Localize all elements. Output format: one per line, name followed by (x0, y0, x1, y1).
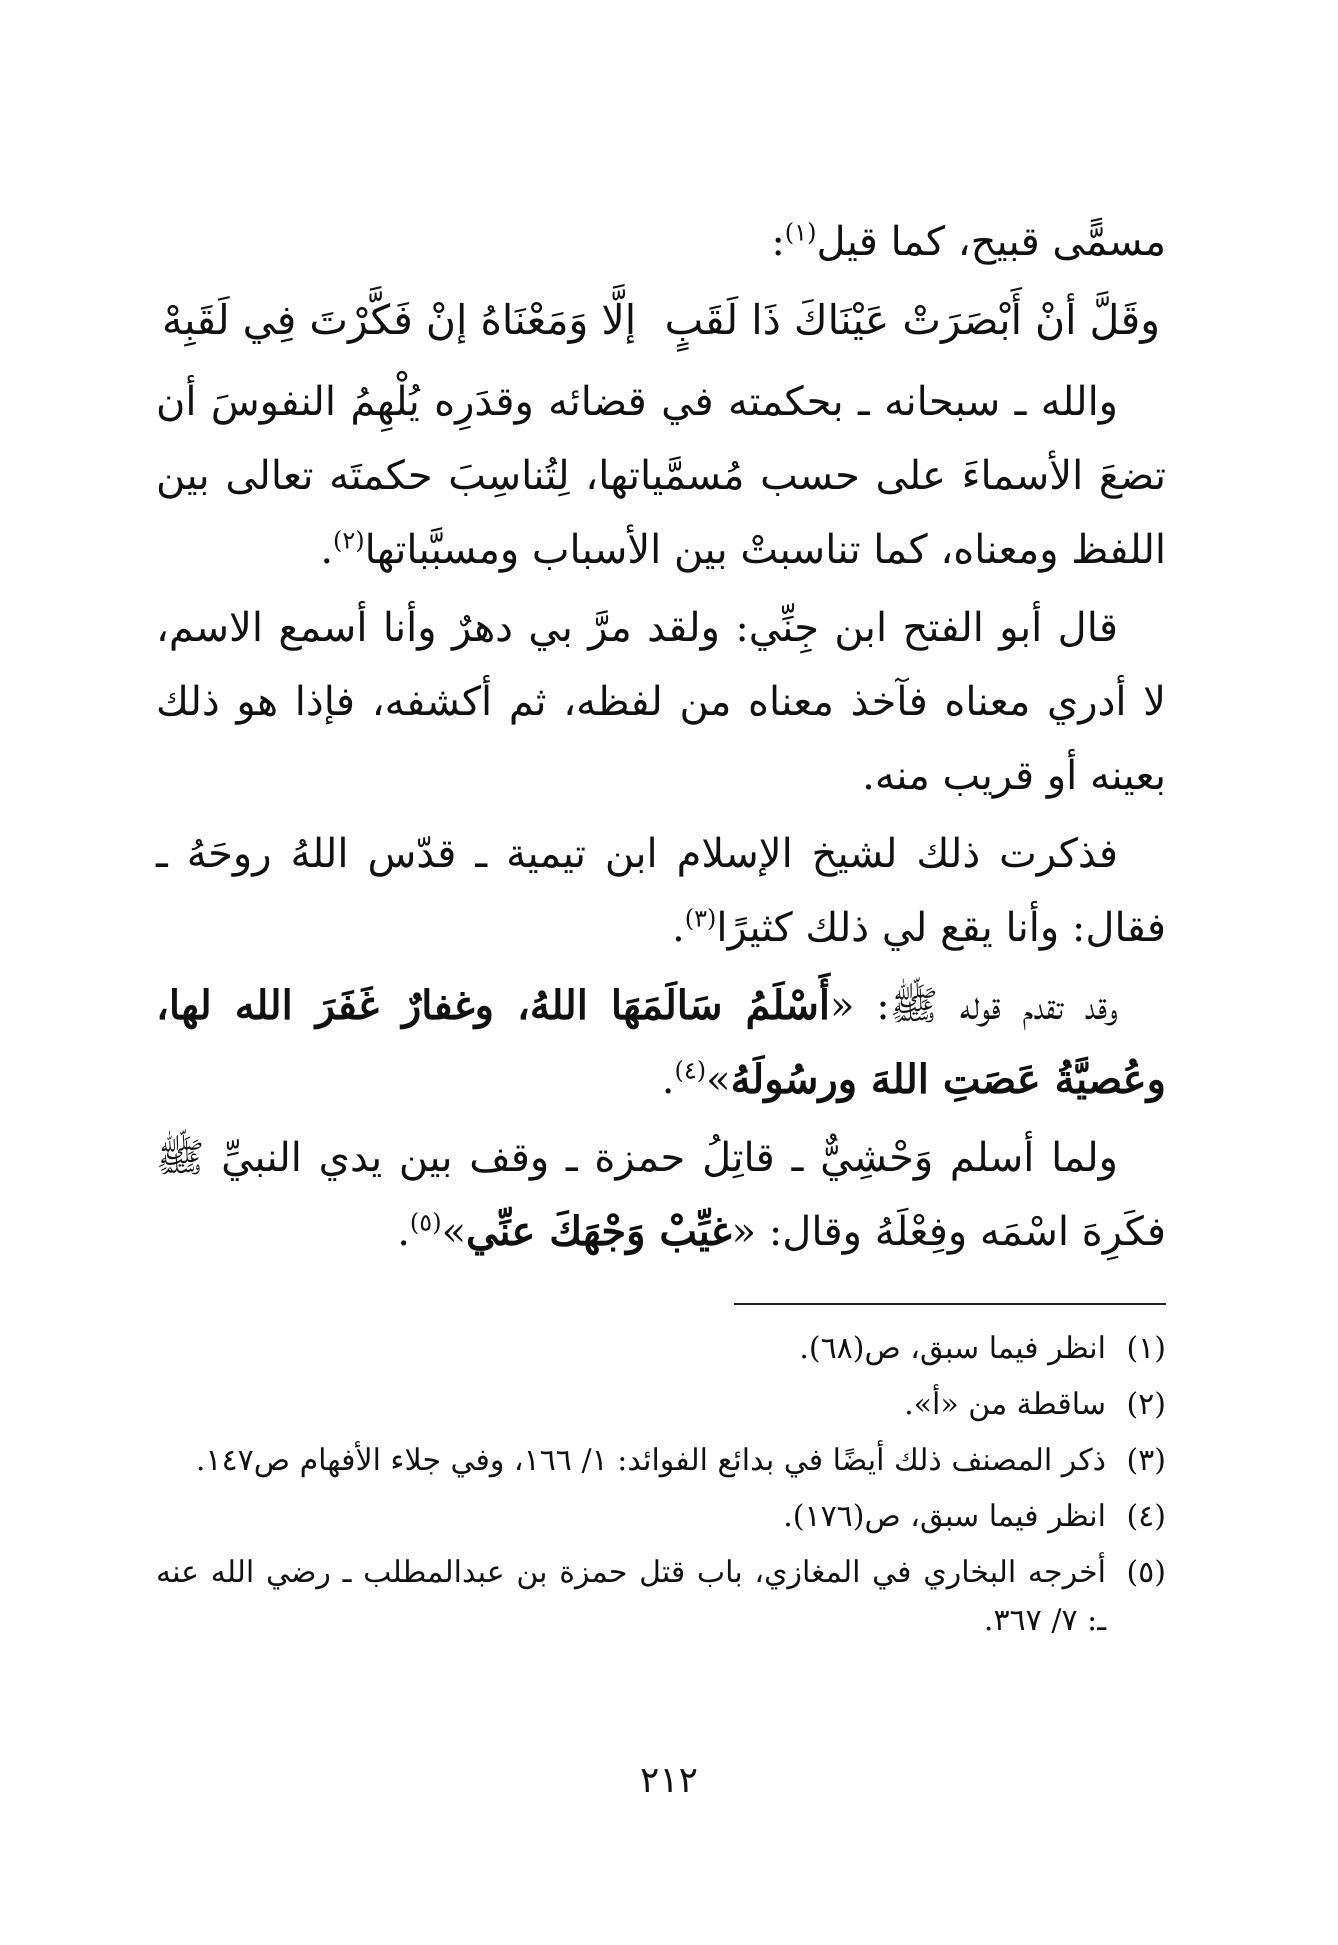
footnote-ref-4: (٤) (674, 1056, 707, 1085)
paragraph-3: فذكرت ذلك لشيخ الإسلام ابن تيمية ـ قدّس اللهُ روحَهُ ـ فقال: وأنا يقع لي ذلك كثيرًا$^{(٣)}$. (156, 831, 1166, 951)
footnote-separator (734, 1303, 1166, 1305)
footnote-ref-3: (٣) (684, 904, 717, 933)
main-text (156, 205, 1166, 1273)
footnote-4 (156, 1493, 1166, 1541)
paragraph-2-text: قال أبو الفتح ابن جِنِّي: ولقد مرَّ بي دهرٌ وأنا أسمع الاسم، لا أدري معناه فآخذ معناه من لفظه، ثم أكشفه، فإذا هو ذلك بعينه أو قريب منه. (156, 605, 1166, 799)
footnote-number: (٢) (1126, 1387, 1166, 1422)
paragraph-1: والله ـ سبحانه ـ بحكمته في قضائه وقدَرِه يُلْهِمُ النفوسَ أن تضعَ الأسماءَ على حسب مُسمَّياتها، لِتُناسِبَ حكمتَه تعالى بين اللفظ ومعناه، كما تناسبتْ بين الأسباب ومسبَّباتها$^{(٢)}$. (156, 379, 1166, 573)
footnote-text: انظر فيما سبق، ص(٦٨). (799, 1331, 1106, 1366)
paragraph-4-lead: وقد تقدم قوله ﷺ: « (830, 983, 1118, 1029)
intro-line (156, 205, 1166, 279)
footnote-text: ساقطة من «أ». (904, 1387, 1106, 1422)
footnote-1 (156, 1325, 1166, 1373)
footnote-ref-5: (٥) (409, 1208, 442, 1237)
quote-close-1: » (706, 1057, 731, 1103)
page-number: ٢١٢ (639, 1760, 698, 1801)
intro-text: مسمًّى قبيح، كما قيل (816, 219, 1166, 265)
footnotes (156, 1325, 1166, 1653)
verse-second-hemistich: إلَّا وَمَعْنَاهُ إنْ فَكَّرْتَ فِي لَقَبِهْ (162, 296, 637, 344)
quote-close-2: » (441, 1209, 467, 1255)
footnote-ref-2: (٢) (333, 526, 365, 555)
intro-colon: : (771, 219, 785, 265)
footnote-number: (٤) (1126, 1499, 1166, 1534)
hadith-quote-2: غيِّبْ وَجْهَكَ عنِّي (466, 1208, 732, 1255)
poetry-verse (156, 283, 1166, 357)
footnote-ref-1: (١) (784, 218, 817, 247)
paragraph-2 (156, 591, 1166, 813)
footnote-number: (٥) (1126, 1555, 1166, 1590)
footnote-number: (٣) (1126, 1443, 1166, 1478)
paragraph-5: ولما أسلم وَحْشِيٌّ ـ قاتِلُ حمزة ـ وقف بين يدي النبيِّ ﷺ فكَرِهَ اسْمَه وفِعْلَهُ وقال: «غيِّبْ وَجْهَكَ عنِّي»$^{(٥)}$. (156, 1135, 1166, 1255)
hadith-quote-1: أَسْلَمُ سَالَمَهَا اللهُ، وغفارٌ غَفَرَ الله لها، وعُصيَّةُ عَصَتِ اللهَ ورسُولَهُ (156, 982, 1166, 1103)
footnote-text: ذكر المصنف ذلك أيضًا في بدائع الفوائد: ١/ ١٦٦، وفي جلاء الأفهام ص١٤٧. (195, 1443, 1106, 1478)
footnote-3 (156, 1437, 1166, 1485)
footnote-5 (156, 1549, 1166, 1645)
footnote-text: أخرجه البخاري في المغازي، باب قتل حمزة بن عبدالمطلب ـ رضي الله عنه ـ: ٧/ ٣٦٧. (156, 1555, 1106, 1638)
footnote-number: (١) (1126, 1331, 1166, 1366)
paragraph-1-text: والله ـ سبحانه ـ بحكمته في قضائه وقدَرِه يُلْهِمُ النفوسَ أن تضعَ الأسماءَ على حسب مُسمَّياتها، لِتُناسِبَ حكمتَه تعالى بين اللفظ ومعناه، كما تناسبتْ بين الأسباب ومسبَّباتها (156, 379, 1166, 573)
footnote-text: انظر فيما سبق، ص(١٧٦). (783, 1499, 1106, 1534)
verse-first-hemistich: وقَلَّ أنْ أَبْصَرَتْ عَيْنَاكَ ذَا لَقَبٍ (664, 296, 1160, 344)
footnote-2 (156, 1381, 1166, 1429)
paragraph-5-lead: ولما أسلم وَحْشِيٌّ ـ قاتِلُ حمزة ـ وقف بين يدي النبيِّ ﷺ فكَرِهَ اسْمَه وفِعْلَهُ وقال: « (156, 1135, 1166, 1255)
paragraph-3-text: فذكرت ذلك لشيخ الإسلام ابن تيمية ـ قدّس اللهُ روحَهُ ـ فقال: وأنا يقع لي ذلك كثيرًا (156, 831, 1166, 951)
paragraph-4: وقد تقدم قوله ﷺ: «أَسْلَمُ سَالَمَهَا اللهُ، وغفارٌ غَفَرَ الله لها، وعُصيَّةُ عَصَتِ اللهَ ورسُولَهُ»$^{(٤)}$. (156, 982, 1166, 1103)
